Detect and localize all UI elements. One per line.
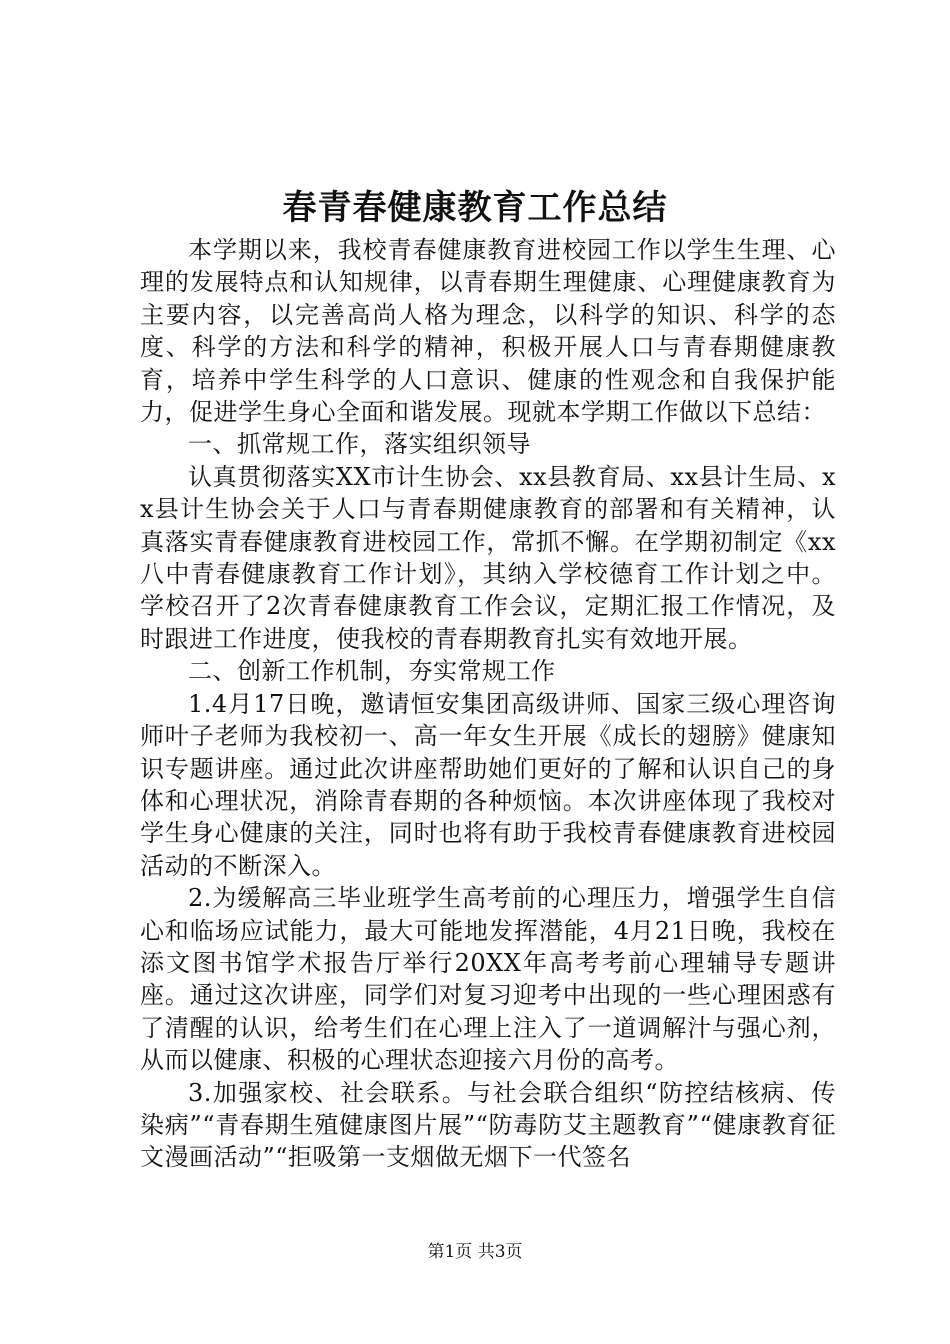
section-heading-2: 二、创新工作机制，夯实常规工作 (188, 657, 556, 686)
intro-paragraph: 本学期以来，我校青春健康教育进校园工作以学生生理、心理的发展特点和认知规律，以青春期生理健康、心理健康教育为主要内容，以完善高尚人格为理念，以科学的知识、科学的态度、科学的方法和科学的精神，积极开展人口与青春期健康教育，培养中学生科学的人口意识、健康的性观念和自我保护能力，促进学生身心全面和谐发展。现就本学期工作做以下总结： (140, 236, 836, 427)
item-1-paragraph: 1.4月17日晚，邀请恒安集团高级讲师、国家三级心理咨询师叶子老师为我校初一、高一年女生开展《成长的翅膀》健康知识专题讲座。通过此次讲座帮助她们更好的了解和认识自己的身体和心理状况，消除青春期的各种烦恼。本次讲座体现了我校对学生身心健康的关注，同时也将有助于我校青春健康教育进校园活动的不断深入。 (140, 689, 836, 880)
item-2-paragraph: 2.为缓解高三毕业班学生高考前的心理压力，增强学生自信心和临场应试能力，最大可能地发挥潜能，4月21日晚，我校在添文图书馆学术报告厅举行20XX年高考考前心理辅导专题讲座。通过这次讲座，同学们对复习迎考中出现的一些心理困惑有了清醒的认识，给考生们在心理上注入了一道调解汁与强心剂，从而以健康、积极的心理状态迎接六月份的高考。 (140, 884, 836, 1075)
document-body (140, 234, 836, 1174)
item-3-paragraph: 3.加强家校、社会联系。与社会联合组织“防控结核病、传染病”“青春期生殖健康图片展”“防毒防艾主题教育”“健康教育征文漫画活动”“拒吸第一支烟做无烟下一代签名 (140, 1078, 836, 1172)
section-1-paragraph: 认真贯彻落实XX市计生协会、xx县教育局、xx县计生局、xx县计生协会关于人口与青春期健康教育的部署和有关精神，认真落实青春健康教育进校园工作，常抓不懈。在学期初制定《xx八中青春健康教育工作计划》，其纳入学校德育工作计划之中。学校召开了2次青春健康教育工作会议，定期汇报工作情况，及时跟进工作进度，使我校的青春期教育扎实有效地开展。 (140, 462, 836, 653)
page-footer: 第1页 共3页 (427, 1242, 523, 1262)
section-heading-1: 一、抓常规工作，落实组织领导 (188, 430, 531, 459)
document-title: 春青春健康教育工作总结 (282, 188, 668, 228)
